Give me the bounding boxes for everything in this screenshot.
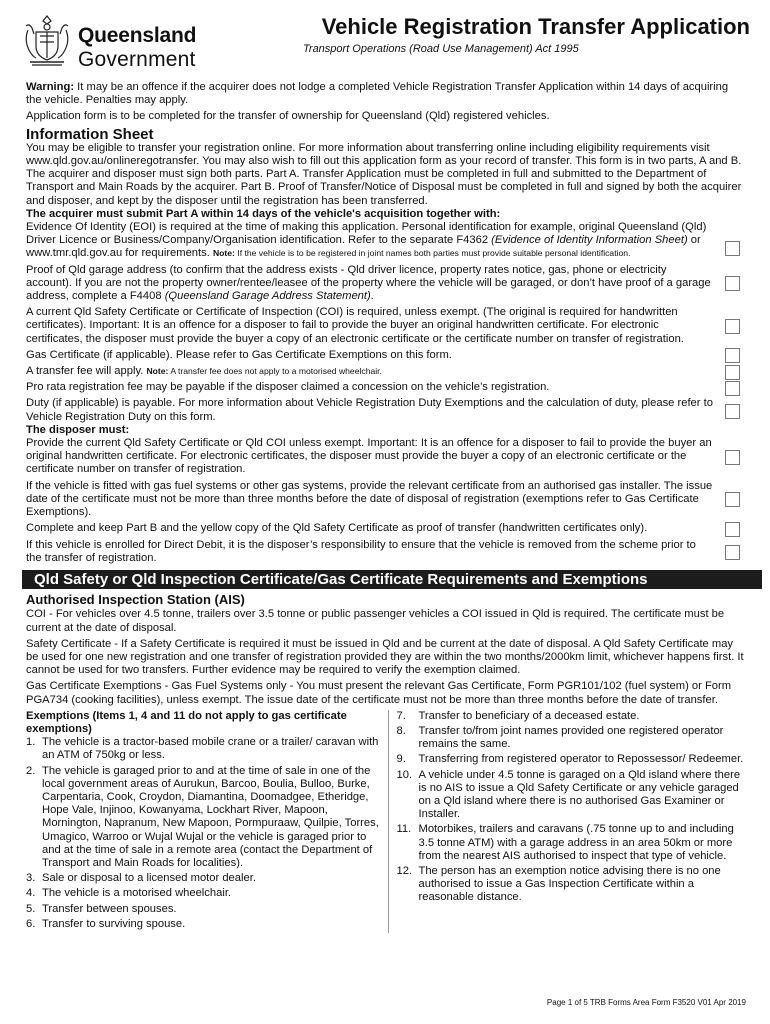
exemption-item <box>397 710 747 723</box>
exemptions-left-column <box>26 710 389 933</box>
gas-fuel-item <box>26 480 746 520</box>
garage-text-c: . <box>370 290 374 303</box>
eoi-checkbox[interactable] <box>725 241 740 256</box>
disposer-text: Provide the current Qld Safety Certificate or Qld COI unless exempt. Important: It is an offence for a disposer to fail to provide the buyer an original handwritten certificate. For electronic certificates, the disposer must provide the buyer a copy of an electronic certificate or the certificate number on transfer of registration. <box>26 437 712 476</box>
warning-text <box>26 81 746 107</box>
exemption-text: Transfer to/from joint names provided one registered operator remains the same. <box>418 724 724 751</box>
fee-text: A transfer fee will apply. <box>26 365 147 378</box>
requirements-section-bar: Qld Safety or Qld Inspection Certificate/Gas Certificate Requirements and Exemptions <box>22 570 762 589</box>
exemption-item <box>397 865 747 905</box>
exemption-number: 8. <box>396 724 406 737</box>
exemption-number: 9. <box>396 753 406 766</box>
info-para: You may be eligible to transfer your registration online. For more information about transferring online including eligibility requirements visit www.qld.gov.au/onlineregotransfer. You may also wish to fill out this application form as your record of transfer. This form is in two parts, A and B. The acquirer and disposer must sign both parts. Part A. Transfer Application must be completed in full and submitted to the Department of Transport and Main Roads by the acquirer. Part B. Proof of Transfer/Notice of Disposal must be completed in full and signed by both the acquirer and disposer, and kept by the disposer until the registration has been transferred. <box>26 141 742 207</box>
gas-exemptions-text: Gas Certificate Exemptions - Gas Fuel Systems only - You must present the relevant Gas Certificate, Form PGR101/102 (fuel system) or Form PGA734 (cooking facilities), unless exempt. The issue date of the certificate must not be more than three months before the date of transfer. <box>26 680 732 706</box>
eoi-item <box>26 221 746 261</box>
prorata-checkbox[interactable] <box>725 381 740 396</box>
safety-cert-text: Safety Certificate - If a Safety Certificate is required it must be issued in Qld and be current at the date of disposal. A Qld Safety Certificate may be used for one new registration and one transfer of registration provided they are within the two months/2000km limit, whichever happens first. It cannot be used for two transfers. Further evidence may be required to verify the exemption claimed. <box>26 637 744 677</box>
exemption-text: The person has an exemption notice advising there is no one authorised to issue a Gas Inspection Certificate within a reasonable distance. <box>418 864 721 904</box>
exemption-number: 12. <box>396 864 413 877</box>
prorata-text: Pro rata registration fee may be payable if the disposer claimed a concession on the vehicle’s registration. <box>26 381 550 394</box>
exemptions-list-left <box>26 736 382 931</box>
exemption-text: Motorbikes, trailers and caravans (.75 tonne up to and including 3.5 tonne ATM) with a garage address in an area 50km or more from the nearest AIS authorised to inspect that type of vehicle. <box>418 823 734 862</box>
safety-checkbox[interactable] <box>725 319 740 334</box>
exemption-item <box>397 753 747 766</box>
fee-note: A transfer fee does not apply to a motorised wheelchair. <box>168 366 382 377</box>
coi-text: COI - For vehicles over 4.5 tonne, trailers over 3.5 tonne or public passenger vehicles a COI issued in Qld is required. The certificate must be current at the date of disposal. <box>26 608 725 634</box>
exemption-text: The vehicle is a tractor-based mobile crane or a trailer/ caravan with an ATM of 750kg or less. <box>42 736 379 762</box>
garage-text-b: (Queensland Garage Address Statement) <box>164 290 371 303</box>
gas-text: Gas Certificate (if applicable). Please refer to Gas Certificate Exemptions on this form. <box>26 348 452 361</box>
exemption-number: 7. <box>396 709 406 722</box>
gas-fuel-text: If the vehicle is fitted with gas fuel systems or other gas systems, provide the relevant certificate from an authorised gas installer. The issue date of the certificate must not be more than three months before the date of disposal of registration (exemptions refer to Gas Certificate Exemptions). <box>26 479 713 519</box>
duty-text: Duty (if applicable) is payable. For more information about Vehicle Registration Duty Exemptions and the calculation of duty, please refer to Vehicle Registration Duty on this form. <box>26 397 713 423</box>
safety-item <box>26 306 746 346</box>
garage-checkbox[interactable] <box>725 276 740 291</box>
exemptions-right-column <box>389 710 747 933</box>
exemption-item <box>26 903 382 916</box>
exemption-number: 11. <box>396 823 412 836</box>
gas-item <box>26 349 746 362</box>
exemption-text: A vehicle under 4.5 tonne is garaged on a Qld island where there is no AIS to issue a Qld Safety Certificate or any vehicle garaged on a Qld island where there is no authorised Gas Examiner or Installer. <box>418 768 741 821</box>
keep-text: Complete and keep Part B and the yellow copy of the Qld Safety Certificate as proof of transfer (handwritten certificates only). <box>26 522 648 535</box>
exemption-number: 2. <box>26 764 36 777</box>
disposer-checkbox[interactable] <box>725 450 740 465</box>
intro-text: Application form is to be completed for the transfer of ownership for Queensland (Qld) registered vehicles. <box>26 110 550 123</box>
queensland-government-logo <box>20 12 200 71</box>
logo-text-queensland: Queensland <box>78 24 197 47</box>
warning-label: Warning: <box>26 81 75 93</box>
fee-note-label: Note: <box>146 366 169 377</box>
form-content <box>26 81 746 933</box>
eoi-text-b: (Evidence of Identity Information Sheet) <box>491 234 688 247</box>
information-sheet-heading: Information Sheet <box>26 125 154 143</box>
debit-item <box>26 539 746 565</box>
exemption-number: 5. <box>26 902 36 915</box>
page-footer: Page 1 of 5 TRB Forms Area Form F3520 V01 Apr 2019 <box>546 998 746 1007</box>
eoi-note: If the vehicle is to be registered in joint names both parties must provide suitable personal identification. <box>234 248 631 259</box>
disposer-heading: The disposer must: <box>26 423 130 436</box>
eoi-text-c: or www.tmr.qld.gov.au for requirements. <box>26 234 701 260</box>
exemption-text: Transfer between spouses. <box>42 902 177 915</box>
gas-checkbox[interactable] <box>725 348 740 363</box>
coat-of-arms-icon <box>20 12 74 68</box>
duty-item <box>26 397 746 423</box>
exemption-text: Transferring from registered operator to Repossessor/ Redeemer. <box>418 753 744 766</box>
debit-checkbox[interactable] <box>725 545 740 560</box>
exemption-text: Transfer to surviving spouse. <box>42 917 186 930</box>
safety-text: A current Qld Safety Certificate or Certificate of Inspection (COI) is required, unless exempt. (The original is required for handwritten certificates). Important: It is an offence for a disposer to fail to provide the buyer an original handwritten certificate. For electronic certificates, the disposer must provide the buyer a copy of an electronic certificate or the certificate number on transfer of registration. <box>26 306 684 345</box>
document-subtitle: Transport Operations (Road Use Management) Act 1995 <box>303 43 579 55</box>
warning-body: It may be an offence if the acquirer does not lodge a completed Vehicle Registration Transfer Application within 14 days of acquiring the vehicle. Penalties may apply. <box>26 81 729 107</box>
ais-heading: Authorised Inspection Station (AIS) <box>26 592 245 608</box>
exemption-number: 3. <box>26 872 36 885</box>
exemption-item <box>397 725 747 751</box>
exemption-item <box>397 823 747 863</box>
exemption-text: The vehicle is garaged prior to and at the time of sale in one of the local government areas of Aurukun, Barcoo, Boulia, Bulloo, Burke, Carpentaria, Cook, Croydon, Diamantina, Doomadgee, Etheridge, Hope Vale, Injinoo, Kowanyama, Lockhart River, Mapoon, Mornington, Napranum, New Mapoon, Pormpuraaw, Quilpie, Torres, Umagico, Warroo or Wujal Wujal or the vehicle is garaged prior to and at the time of sale in a remote area (contact the Department of Transport and Main Roads for localities). <box>42 764 379 869</box>
exemption-number: 10. <box>396 768 413 781</box>
exemption-text: Sale or disposal to a licensed motor dealer. <box>42 872 256 885</box>
exemptions-columns <box>26 710 746 933</box>
exemption-text: Transfer to beneficiary of a deceased estate. <box>418 709 640 722</box>
exemption-item <box>397 769 747 822</box>
exemptions-heading: Exemptions (Items 1, 4 and 11 do not apply to gas certificate exemptions) <box>26 709 347 735</box>
exemption-item <box>26 872 382 885</box>
garage-text-a: Proof of Qld garage address (to confirm that the address exists - Qld driver licence, property rates notice, gas, phone or electricity account). If you are not the property owner/rentee/leasee of the property where the vehicle will be garaged, or don’t have proof of a garage address, complete a F4408 <box>26 263 711 303</box>
exemption-item <box>26 736 382 762</box>
keep-item <box>26 522 746 535</box>
eoi-note-label: Note: <box>212 248 235 259</box>
exemption-text: The vehicle is a motorised wheelchair. <box>42 887 232 900</box>
keep-checkbox[interactable] <box>725 522 740 537</box>
acquirer-heading: The acquirer must submit Part A within 14 days of the vehicle's acquisition together with: <box>26 207 501 220</box>
debit-text: If this vehicle is enrolled for Direct Debit, it is the disposer’s responsibility to ensure that the vehicle is removed from the scheme prior to the transfer of registration. <box>26 538 696 564</box>
exemption-number: 4. <box>26 887 36 900</box>
fee-item <box>26 365 746 378</box>
logo-text-government: Government <box>78 48 196 71</box>
exemptions-list-right <box>397 710 747 905</box>
exemption-number: 1. <box>26 736 36 749</box>
exemption-item <box>26 918 382 931</box>
disposer-item <box>26 437 746 477</box>
exemption-number: 6. <box>26 917 36 930</box>
prorata-item <box>26 381 746 394</box>
exemption-item <box>26 765 382 871</box>
document-title: Vehicle Registration Transfer Application <box>321 14 750 39</box>
gas-fuel-checkbox[interactable] <box>725 492 740 507</box>
duty-checkbox[interactable] <box>725 404 740 419</box>
fee-checkbox[interactable] <box>725 365 740 380</box>
exemption-item <box>26 887 382 900</box>
garage-item <box>26 264 746 304</box>
eoi-text-a: Evidence Of Identity (EOI) is required at the time of making this application. Personal identification for example, original Queensland (Qld) Driver Licence or Business/Company/Organisation identification. Refer to the separate F4362 <box>26 221 707 247</box>
